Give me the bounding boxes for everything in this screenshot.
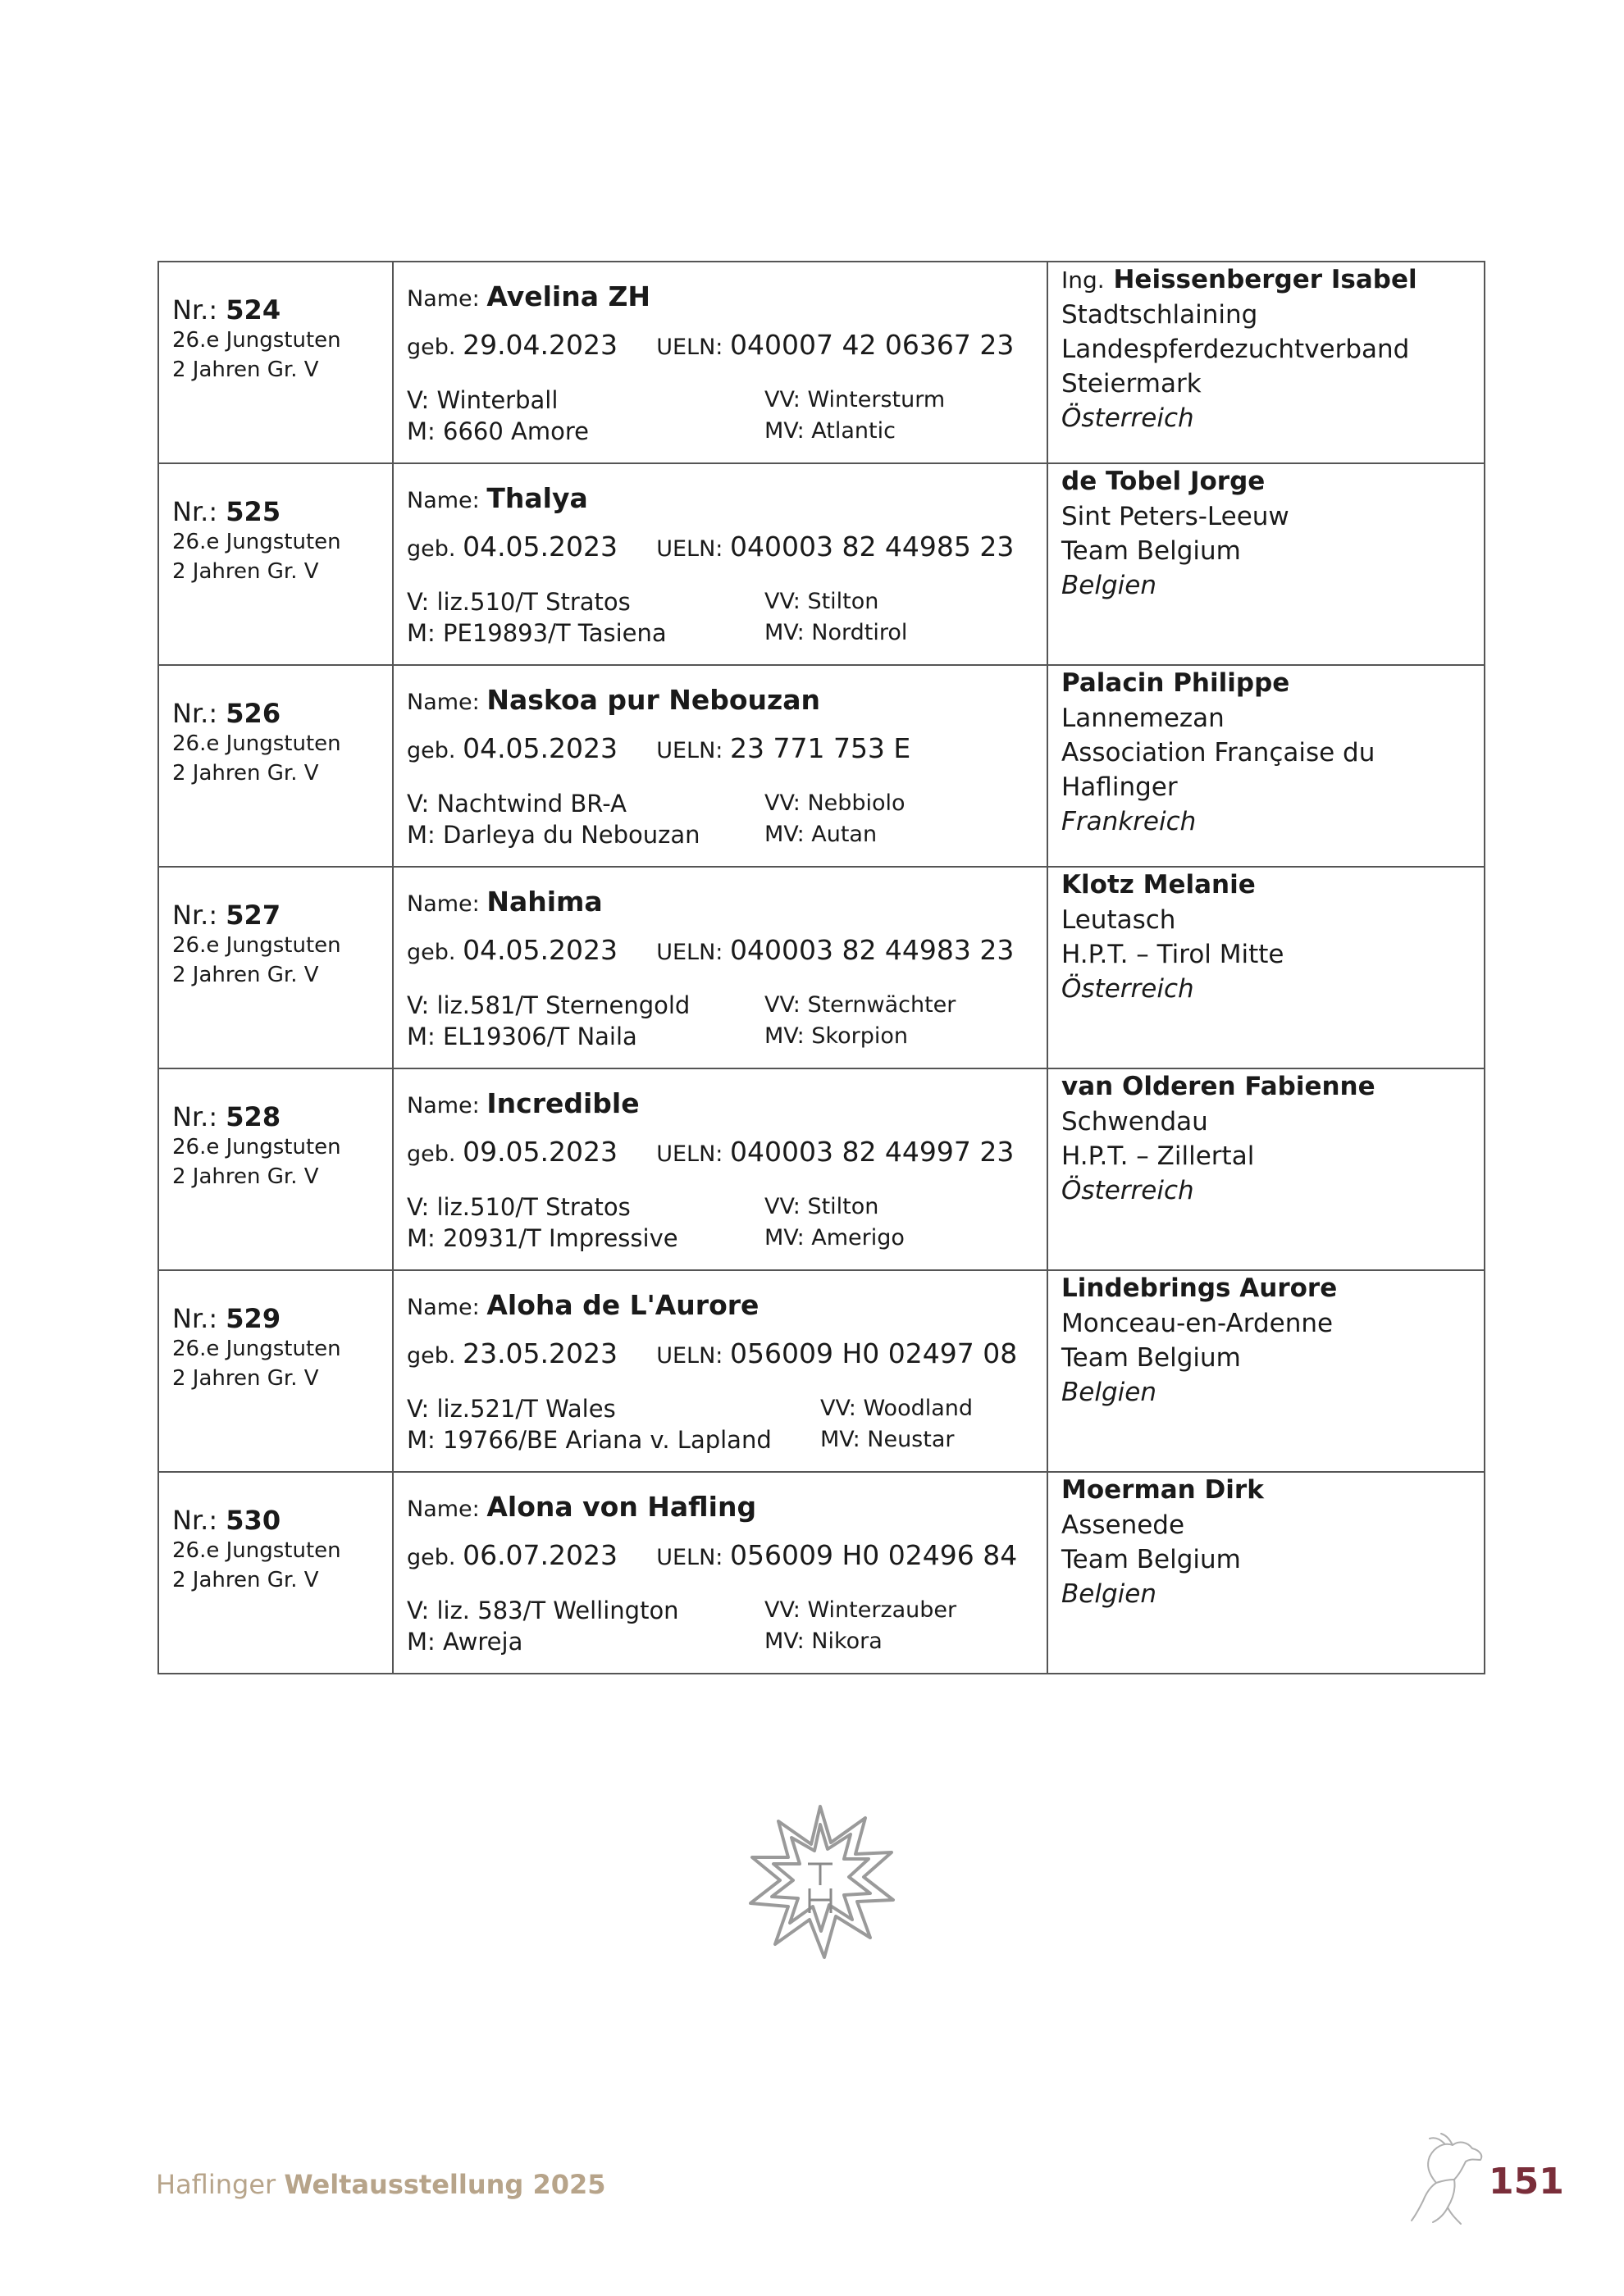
entry-horse-cell: [393, 463, 1047, 665]
catalog-rows: [158, 262, 1485, 1674]
entry-class: 26.e Jungstuten: [172, 328, 341, 353]
sire-label: V:: [407, 588, 430, 616]
dam-sire-name: Atlantic: [811, 418, 896, 444]
owner-country: Belgien: [1061, 1378, 1156, 1407]
dam-sire-label: MV:: [764, 1225, 805, 1250]
entry-row: [158, 867, 1485, 1068]
entry-group: 2 Jahren Gr. V: [172, 1164, 319, 1189]
sire-sire-name: Sternwächter: [807, 992, 956, 1018]
entry-group: 2 Jahren Gr. V: [172, 1568, 319, 1592]
sire-sire-label: VV:: [764, 992, 801, 1018]
geb-label: geb.: [407, 1343, 456, 1369]
birth-date: 23.05.2023: [463, 1337, 618, 1369]
dam-name: Awreja: [443, 1628, 523, 1656]
sire-sire-name: Winterzauber: [807, 1597, 957, 1623]
sire-sire-label: VV:: [764, 387, 801, 412]
footer-title: [156, 2169, 606, 2200]
entry-group: 2 Jahren Gr. V: [172, 761, 319, 786]
owner-country: Belgien: [1061, 571, 1156, 600]
horse-name: Thalya: [486, 482, 588, 514]
nr-label: Nr.:: [172, 698, 218, 729]
entry-row: [158, 1068, 1485, 1270]
owner-address-line: Monceau-en-Ardenne: [1061, 1309, 1334, 1338]
entry-owner-cell: [1047, 665, 1485, 867]
geb-label: geb.: [407, 738, 456, 763]
dam-label: M:: [407, 619, 436, 647]
geb-label: geb.: [407, 940, 456, 965]
dam-label: M:: [407, 821, 436, 849]
ueln-label: UELN:: [656, 1545, 723, 1570]
owner-name: Lindebrings Aurore: [1061, 1273, 1338, 1303]
edelweiss-logo-icon: [742, 1800, 898, 1964]
catalog-table: [157, 261, 1485, 1674]
owner-address-line: Lannemezan: [1061, 704, 1225, 733]
dam-label: M:: [407, 1023, 436, 1050]
sire-label: V:: [407, 1395, 430, 1423]
entry-number-cell: [158, 867, 393, 1068]
entry-number-cell: [158, 463, 393, 665]
horse-name: Avelina ZH: [486, 280, 651, 312]
ueln-number: 040007 42 06367 23: [729, 329, 1015, 361]
owner-address-line: Haflinger: [1061, 772, 1178, 802]
owner-address-line: Sint Peters-Leeuw: [1061, 502, 1289, 531]
dam-name: Darleya du Nebouzan: [443, 821, 700, 849]
entry-row: [158, 463, 1485, 665]
owner-country: Österreich: [1061, 403, 1194, 433]
geb-label: geb.: [407, 536, 456, 562]
dam-sire-label: MV:: [764, 418, 805, 444]
horse-name: Naskoa pur Nebouzan: [486, 684, 821, 716]
sire-sire-name: Woodland: [863, 1396, 974, 1421]
entry-number: 524: [226, 294, 281, 326]
entry-class: 26.e Jungstuten: [172, 530, 341, 554]
dam-sire-name: Amerigo: [811, 1225, 905, 1250]
ueln-number: 040003 82 44997 23: [729, 1136, 1015, 1168]
entry-row: [158, 262, 1485, 463]
sire-sire-name: Wintersturm: [807, 387, 946, 412]
geb-label: geb.: [407, 1545, 456, 1570]
sire-sire-label: VV:: [764, 589, 801, 614]
entry-number: 528: [226, 1101, 281, 1132]
birth-date: 04.05.2023: [463, 732, 618, 764]
dam-name: PE19893/T Tasiena: [443, 619, 667, 647]
owner-name: Heissenberger Isabel: [1113, 265, 1417, 294]
owner-address-line: Association Française du: [1061, 738, 1375, 768]
horse-name: Alona von Hafling: [486, 1491, 757, 1523]
owner-name: Moerman Dirk: [1061, 1475, 1264, 1505]
ueln-label: UELN:: [656, 940, 723, 965]
owner-country: Belgien: [1061, 1579, 1156, 1609]
entry-horse-cell: [393, 262, 1047, 463]
owner-country: Frankreich: [1061, 807, 1197, 836]
entry-owner-cell: [1047, 1068, 1485, 1270]
ueln-label: UELN:: [656, 536, 723, 562]
entry-horse-cell: [393, 665, 1047, 867]
entry-number-cell: [158, 262, 393, 463]
entry-row: [158, 1472, 1485, 1674]
entry-horse-cell: [393, 867, 1047, 1068]
birth-date: 29.04.2023: [463, 329, 618, 361]
dam-sire-label: MV:: [764, 1629, 805, 1654]
entry-group: 2 Jahren Gr. V: [172, 559, 319, 584]
name-label: Name:: [407, 891, 480, 917]
owner-address-line: Team Belgium: [1061, 1545, 1241, 1574]
entry-class: 26.e Jungstuten: [172, 1337, 341, 1361]
birth-date: 04.05.2023: [463, 531, 618, 563]
sire-sire-name: Stilton: [807, 589, 879, 614]
owner-name: de Tobel Jorge: [1061, 467, 1266, 496]
entry-number: 530: [226, 1505, 281, 1536]
owner-address-line: Assenede: [1061, 1510, 1185, 1540]
sire-sire-label: VV:: [764, 1194, 801, 1219]
dam-sire-name: Autan: [811, 822, 878, 847]
dam-label: M:: [407, 1628, 436, 1656]
ueln-number: 23 771 753 E: [729, 732, 911, 764]
owner-address-line: H.P.T. – Tirol Mitte: [1061, 940, 1284, 969]
sire-sire-name: Stilton: [807, 1194, 879, 1219]
ueln-label: UELN:: [656, 1343, 723, 1369]
sire-label: V:: [407, 1597, 430, 1624]
footer-event: Weltausstellung 2025: [284, 2169, 606, 2200]
entry-owner-cell: [1047, 262, 1485, 463]
sire-label: V:: [407, 1193, 430, 1221]
entry-number-cell: [158, 1068, 393, 1270]
owner-name: Klotz Melanie: [1061, 870, 1256, 900]
sire-name: liz.581/T Sternengold: [436, 991, 691, 1019]
entry-owner-cell: [1047, 867, 1485, 1068]
owner-address-line: Landespferdezuchtverband: [1061, 335, 1410, 364]
page-number: 151: [1489, 2161, 1564, 2203]
name-label: Name:: [407, 690, 480, 715]
dam-sire-label: MV:: [764, 1023, 805, 1049]
entry-number: 527: [226, 900, 281, 931]
nr-label: Nr.:: [172, 1505, 218, 1536]
footer-brand: Haflinger: [156, 2169, 276, 2200]
entry-number: 529: [226, 1303, 281, 1334]
sire-name: liz. 583/T Wellington: [436, 1597, 679, 1624]
dam-sire-name: Neustar: [867, 1427, 955, 1452]
name-label: Name:: [407, 1093, 480, 1118]
entry-class: 26.e Jungstuten: [172, 731, 341, 756]
sire-name: Winterball: [436, 386, 559, 414]
nr-label: Nr.:: [172, 294, 218, 326]
name-label: Name:: [407, 1496, 480, 1522]
entry-class: 26.e Jungstuten: [172, 1538, 341, 1563]
entry-class: 26.e Jungstuten: [172, 933, 341, 958]
owner-name: Palacin Philippe: [1061, 668, 1290, 698]
birth-date: 09.05.2023: [463, 1136, 618, 1168]
dam-sire-name: Skorpion: [811, 1023, 908, 1049]
entry-owner-cell: [1047, 1472, 1485, 1674]
geb-label: geb.: [407, 335, 456, 360]
entry-class: 26.e Jungstuten: [172, 1135, 341, 1159]
entry-horse-cell: [393, 1270, 1047, 1472]
dam-name: 6660 Amore: [443, 417, 589, 445]
entry-horse-cell: [393, 1472, 1047, 1674]
entry-number-cell: [158, 1270, 393, 1472]
owner-address-line: Team Belgium: [1061, 1343, 1241, 1373]
dam-label: M:: [407, 417, 436, 445]
entry-number: 526: [226, 698, 281, 729]
ueln-label: UELN:: [656, 1141, 723, 1167]
entry-number: 525: [226, 496, 281, 527]
horse-name: Nahima: [486, 886, 603, 918]
sire-sire-name: Nebbiolo: [807, 790, 906, 816]
ueln-number: 056009 H0 02497 08: [729, 1337, 1018, 1369]
sire-label: V:: [407, 991, 430, 1019]
ueln-number: 040003 82 44983 23: [729, 934, 1015, 966]
sire-label: V:: [407, 790, 430, 818]
owner-address-line: Team Belgium: [1061, 536, 1241, 566]
sire-name: liz.521/T Wales: [436, 1395, 616, 1423]
nr-label: Nr.:: [172, 496, 218, 527]
nr-label: Nr.:: [172, 1101, 218, 1132]
owner-address-line: Steiermark: [1061, 369, 1202, 399]
dam-sire-label: MV:: [764, 620, 805, 645]
ueln-label: UELN:: [656, 335, 723, 360]
dam-name: 20931/T Impressive: [443, 1224, 678, 1252]
birth-date: 04.05.2023: [463, 934, 618, 966]
owner-address-line: Leutasch: [1061, 905, 1176, 935]
dam-sire-name: Nordtirol: [811, 620, 908, 645]
entry-horse-cell: [393, 1068, 1047, 1270]
sire-sire-label: VV:: [764, 790, 801, 816]
horse-icon: [1398, 2132, 1489, 2229]
owner-prefix: Ing.: [1061, 266, 1105, 294]
dam-sire-name: Nikora: [811, 1629, 883, 1654]
horse-name: Aloha de L'Aurore: [486, 1289, 760, 1321]
dam-sire-label: MV:: [764, 822, 805, 847]
entry-number-cell: [158, 1472, 393, 1674]
dam-sire-label: MV:: [820, 1427, 860, 1452]
geb-label: geb.: [407, 1141, 456, 1167]
dam-label: M:: [407, 1224, 436, 1252]
ueln-number: 040003 82 44985 23: [729, 531, 1015, 563]
entry-number-cell: [158, 665, 393, 867]
owner-country: Österreich: [1061, 1176, 1194, 1205]
entry-owner-cell: [1047, 463, 1485, 665]
horse-name: Incredible: [486, 1087, 640, 1119]
entry-row: [158, 665, 1485, 867]
sire-sire-label: VV:: [820, 1396, 856, 1421]
nr-label: Nr.:: [172, 1303, 218, 1334]
birth-date: 06.07.2023: [463, 1539, 618, 1571]
sire-sire-label: VV:: [764, 1597, 801, 1623]
ueln-number: 056009 H0 02496 84: [729, 1539, 1018, 1571]
entry-row: [158, 1270, 1485, 1472]
name-label: Name:: [407, 286, 480, 312]
entry-group: 2 Jahren Gr. V: [172, 963, 319, 987]
entry-owner-cell: [1047, 1270, 1485, 1472]
owner-address-line: Stadtschlaining: [1061, 300, 1258, 330]
owner-name: van Olderen Fabienne: [1061, 1072, 1375, 1101]
name-label: Name:: [407, 1295, 480, 1320]
entry-group: 2 Jahren Gr. V: [172, 358, 319, 382]
sire-label: V:: [407, 386, 430, 414]
name-label: Name:: [407, 488, 480, 513]
dam-name: EL19306/T Naila: [443, 1023, 637, 1050]
owner-country: Österreich: [1061, 974, 1194, 1004]
sire-name: liz.510/T Stratos: [436, 1193, 631, 1221]
nr-label: Nr.:: [172, 900, 218, 931]
owner-address-line: Schwendau: [1061, 1107, 1208, 1137]
dam-label: M:: [407, 1426, 436, 1454]
ueln-label: UELN:: [656, 738, 723, 763]
owner-address-line: H.P.T. – Zillertal: [1061, 1141, 1255, 1171]
sire-name: Nachtwind BR-A: [436, 790, 627, 818]
entry-group: 2 Jahren Gr. V: [172, 1366, 319, 1391]
dam-name: 19766/BE Ariana v. Lapland: [443, 1426, 772, 1454]
sire-name: liz.510/T Stratos: [436, 588, 631, 616]
